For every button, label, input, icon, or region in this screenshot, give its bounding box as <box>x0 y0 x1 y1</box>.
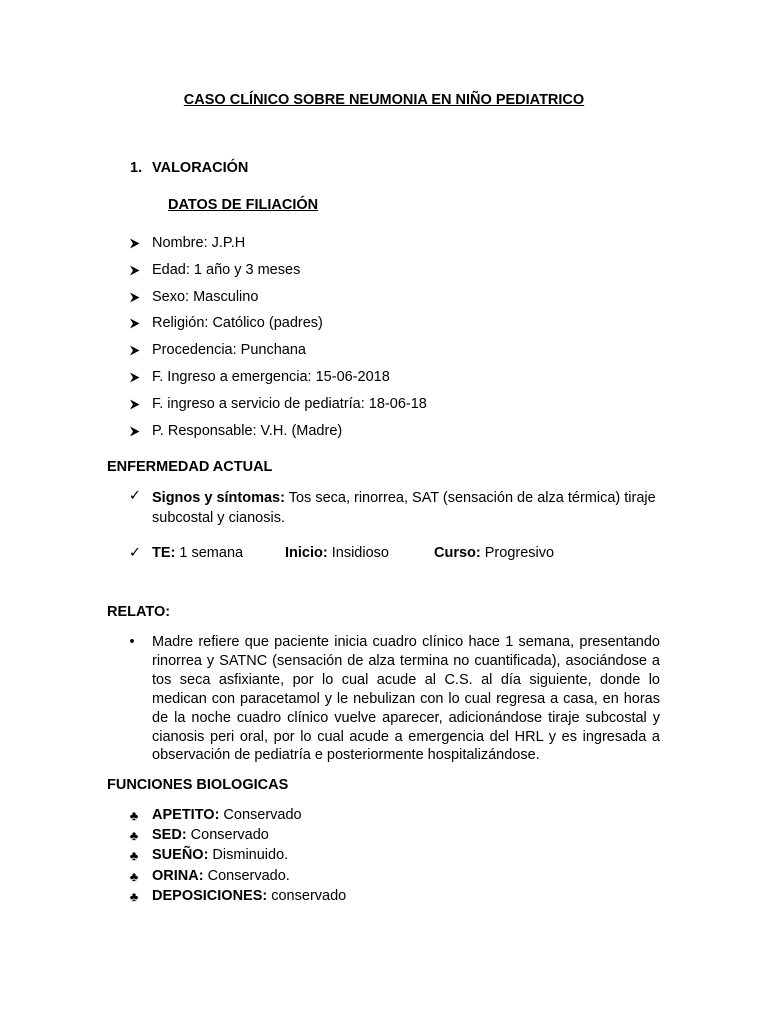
funcion-label: SUEÑO: <box>152 847 209 863</box>
signos-sintomas-text <box>152 488 672 528</box>
signos-label: Signos y síntomas: <box>152 490 285 506</box>
funcion-label: DEPOSICIONES: <box>152 888 268 904</box>
club-bullet-icon: ♣ <box>129 808 139 823</box>
te-value: 1 semana <box>175 545 244 561</box>
arrowhead-bullet-icon <box>129 396 143 410</box>
filiation-item: Procedencia: Punchana <box>152 342 306 358</box>
curso-field <box>434 545 554 562</box>
heading-relato: RELATO: <box>107 604 171 620</box>
curso-label: Curso: <box>434 545 481 561</box>
funcion-value: conservado <box>267 888 347 904</box>
arrowhead-bullet-icon <box>129 342 143 356</box>
section-heading-valoracion: VALORACIÓN <box>152 160 249 176</box>
filiation-item: Edad: 1 año y 3 meses <box>152 262 301 278</box>
arrowhead-bullet-icon <box>129 423 143 437</box>
filiation-item: Nombre: J.P.H <box>152 235 246 251</box>
arrowhead-bullet-icon <box>129 369 143 383</box>
funcion-label: SED: <box>152 827 187 843</box>
checkmark-icon: ✓ <box>128 488 142 504</box>
filiation-item: Religión: Católico (padres) <box>152 315 323 331</box>
arrowhead-bullet-icon <box>129 262 143 276</box>
funcion-value: Conservado. <box>203 868 290 884</box>
funcion-item <box>152 827 269 844</box>
arrowhead-bullet-icon <box>129 315 143 329</box>
checkmark-icon: ✓ <box>128 545 142 561</box>
filiation-item: P. Responsable: V.H. (Madre) <box>152 423 343 439</box>
filiation-item: Sexo: Masculino <box>152 289 259 305</box>
filiation-item: F. ingreso a servicio de pediatría: 18-06-18 <box>152 396 427 412</box>
document-title: CASO CLÍNICO SOBRE NEUMONIA EN NIÑO PEDIATRICO <box>183 92 585 108</box>
inicio-value: Insidioso <box>327 545 389 561</box>
signos-value: Tos seca, rinorrea, SAT (sensación de alza térmica) tiraje subcostal y cianosis. <box>152 490 656 526</box>
club-bullet-icon: ♣ <box>129 848 139 863</box>
section-number: 1. <box>130 160 143 176</box>
funcion-item <box>152 888 346 905</box>
heading-enfermedad-actual: ENFERMEDAD ACTUAL <box>107 459 273 475</box>
relato-paragraph: Madre refiere que paciente inicia cuadro clínico hace 1 semana, presentando rinorrea y SATNC (sensación de alza termina no cuantificada), asociándose a tos seca asfixiante, por lo cual acude al C.S. al día siguiente, donde lo medican con paracetamol y le nebulizan con lo cual regresa a casa, en horas de la noche cuadro clínico vuelve aparecer, adicionándose tiraje subcostal y cianosis peri oral, por lo cual acude a emergencia del HRL y es ingresada a observación de pediatría e posteriormente hospitalizándose. <box>152 634 660 764</box>
funcion-value: Conservado <box>219 807 302 823</box>
inicio-label: Inicio: <box>285 545 328 561</box>
club-bullet-icon: ♣ <box>129 828 139 843</box>
funcion-value: Disminuido. <box>208 847 289 863</box>
funcion-label: ORINA: <box>152 868 204 884</box>
funcion-item <box>152 868 290 885</box>
te-field <box>152 545 243 562</box>
funcion-label: APETITO: <box>152 807 220 823</box>
curso-value: Progresivo <box>480 545 555 561</box>
arrowhead-bullet-icon <box>129 289 143 303</box>
arrowhead-bullet-icon <box>129 235 143 249</box>
club-bullet-icon: ♣ <box>129 889 139 904</box>
te-label: TE: <box>152 545 176 561</box>
subheading-datos-filiacion: DATOS DE FILIACIÓN <box>168 197 319 213</box>
club-bullet-icon: ♣ <box>129 869 139 884</box>
funcion-item <box>152 807 302 824</box>
heading-funciones-biologicas: FUNCIONES BIOLOGICAS <box>107 777 289 793</box>
dot-bullet-icon: • <box>129 634 135 650</box>
funcion-value: Conservado <box>186 827 269 843</box>
inicio-field <box>285 545 389 562</box>
funcion-item <box>152 847 288 864</box>
filiation-item: F. Ingreso a emergencia: 15-06-2018 <box>152 369 390 385</box>
